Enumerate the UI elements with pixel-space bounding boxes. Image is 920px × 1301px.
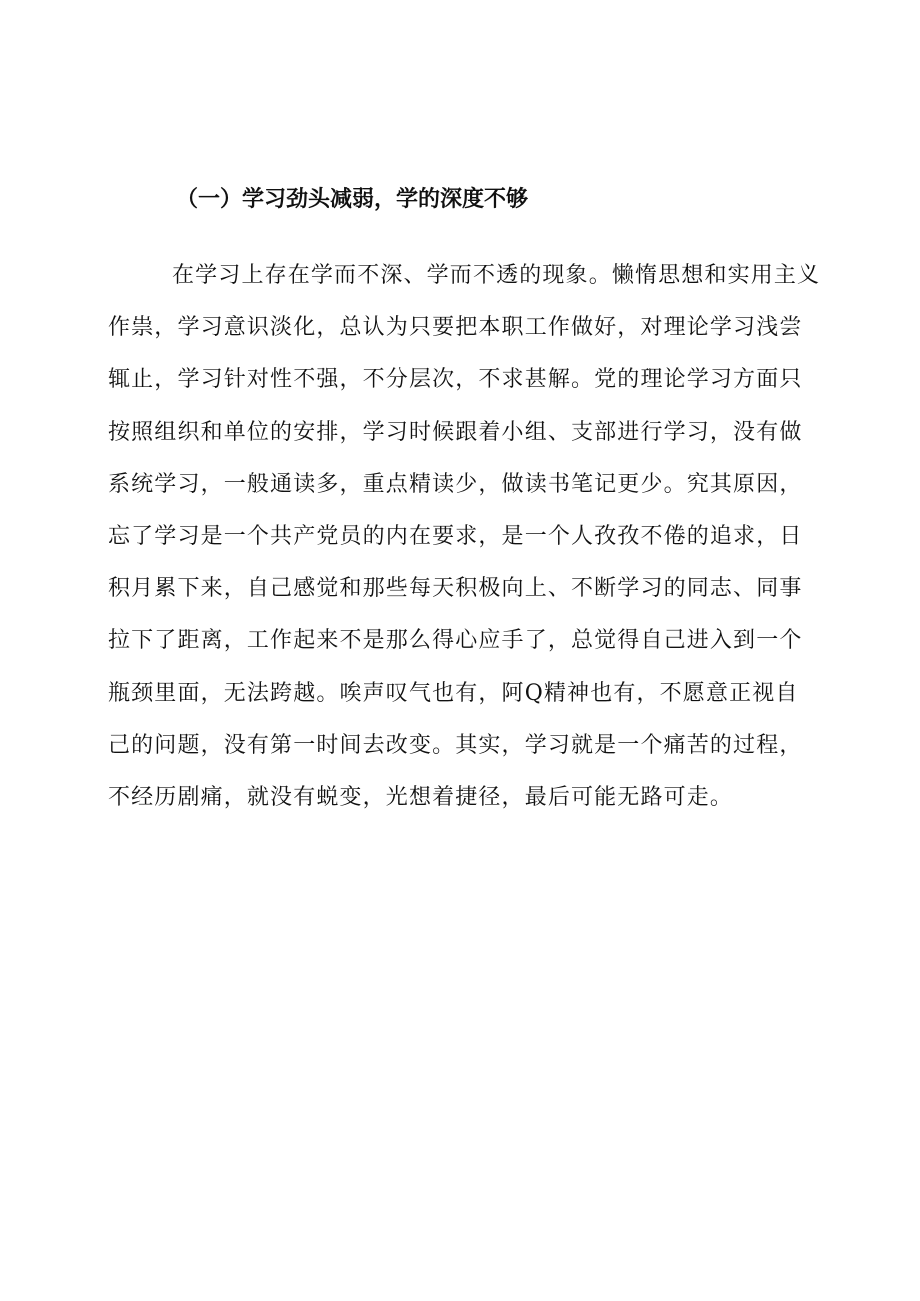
paragraph-line: 拉下了距离，工作起来不是那么得心应手了，总觉得自己进入到一个 bbox=[108, 628, 803, 654]
paragraph-line: 按照组织和单位的安排，学习时候跟着小组、支部进行学习，没有做 bbox=[108, 419, 803, 445]
paragraph-line: 作祟，学习意识淡化，总认为只要把本职工作做好，对理论学习浅尝 bbox=[108, 315, 803, 341]
paragraph-line: 忘了学习是一个共产党员的内在要求，是一个人孜孜不倦的追求，日 bbox=[108, 523, 803, 549]
paragraph-line: 己的问题，没有第一时间去改变。其实，学习就是一个痛苦的过程， bbox=[108, 732, 803, 758]
paragraph-line: 在学习上存在学而不深、学而不透的现象。懒惰思想和实用主义 bbox=[172, 263, 821, 288]
paragraph-line: 不经历剧痛，就没有蜕变，光想着捷径，最后可能无路可走。 bbox=[108, 784, 734, 810]
paragraph-line: 系统学习，一般通读多，重点精读少，做读书笔记更少。究其原因， bbox=[108, 471, 803, 497]
body-paragraph bbox=[108, 254, 821, 828]
paragraph-line: 积月累下来，自己感觉和那些每天积极向上、不断学习的同志、同事 bbox=[108, 576, 803, 602]
paragraph-line: 辄止，学习针对性不强，不分层次，不求甚解。党的理论学习方面只 bbox=[108, 367, 803, 393]
section-heading: （一）学习劲头减弱，学的深度不够 bbox=[176, 187, 529, 212]
paragraph-line: 瓶颈里面，无法跨越。唉声叹气也有，阿Q精神也有，不愿意正视自 bbox=[108, 680, 799, 706]
